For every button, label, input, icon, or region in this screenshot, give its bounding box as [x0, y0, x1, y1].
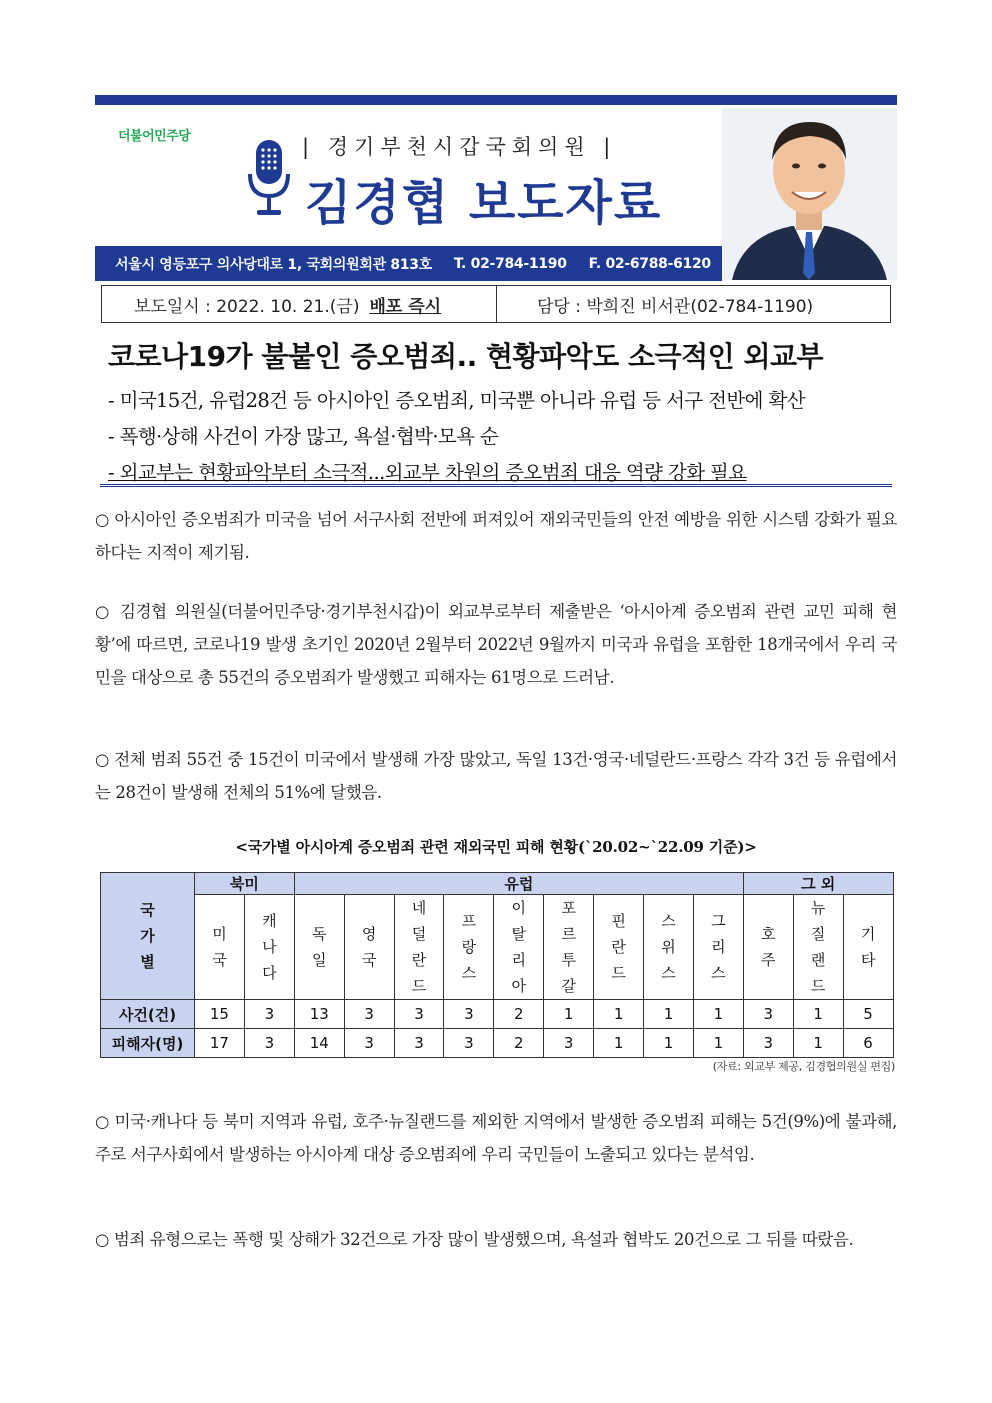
- subheading: - 폭행·상해 사건이 가장 많고, 욕설·협박·모욕 순: [108, 425, 499, 448]
- release-info-box: [101, 285, 891, 323]
- table-cell: 6: [843, 1029, 893, 1058]
- victim-stats-table: [100, 872, 894, 1058]
- header-subtitle: | 경기부천시갑국회의원 |: [302, 135, 617, 159]
- table-source-note: (자료: 외교부 제공, 김경협의원실 편집): [712, 1060, 895, 1073]
- table-cell: 3: [344, 1000, 394, 1029]
- body-paragraph: ○ 미국·캐나다 등 북미 지역과 유럽, 호주·뉴질랜드를 제외한 지역에서 발생한 증오범죄 피해는 5건(9%)에 불과해, 주로 서구사회에서 발생하는 아시아계 대상 증오범죄에 우리 국민들이 노출되고 있다는 분석임.: [95, 1112, 897, 1164]
- table-cell: 1: [793, 1029, 843, 1058]
- table-cell: 3: [344, 1029, 394, 1058]
- table-cell: 3: [743, 1000, 793, 1029]
- country-header: 영국: [344, 895, 394, 1000]
- country-header: 뉴질랜드: [793, 895, 843, 1000]
- row-label: 사건(건): [101, 1000, 195, 1029]
- country-header: 캐나다: [244, 895, 294, 1000]
- table-cell: 5: [843, 1000, 893, 1029]
- table-cell: 17: [195, 1029, 245, 1058]
- country-header: 핀란드: [594, 895, 644, 1000]
- country-header: 프랑스: [444, 895, 494, 1000]
- body-paragraph: ○ 전체 범죄 55건 중 15건이 미국에서 발생해 가장 많았고, 독일 13건·영국·네덜란드·프랑스 각각 3건 등 유럽에서는 28건이 발생해 전체의 51%에 달했음.: [95, 750, 897, 802]
- body-paragraph: ○ 범죄 유형으로는 폭행 및 상해가 32건으로 가장 많이 발생했으며, 욕설과 협박도 20건으로 그 뒤를 따랐음.: [95, 1230, 854, 1249]
- country-header: 독일: [294, 895, 344, 1000]
- table-cell: 3: [444, 1029, 494, 1058]
- table-cell: 1: [793, 1000, 843, 1029]
- table-cell: 3: [743, 1029, 793, 1058]
- party-logo: 더불어민주당: [118, 129, 191, 144]
- group-header-north-america: 북미: [195, 873, 295, 895]
- body-paragraph: ○ 김경협 의원실(더불어민주당·경기부천시갑)이 외교부로부터 제출받은 ‘아시아계 증오범죄 관련 교민 피해 현황’에 따르면, 코로나19 발생 초기인 2020년 2월부터 2022년 9월까지 미국과 유럽을 포함한 18개국에서 우리 국민을 대상으로 총 55건의 증오범죄가 발생했고 피해자는 61명으로 드러남.: [95, 602, 897, 687]
- country-header: 호주: [743, 895, 793, 1000]
- table-corner-header: 국가별: [101, 873, 195, 1000]
- table-caption: <국가별 아시아계 증오범죄 관련 재외국민 피해 현황(`20.02~`22.09 기준)>: [235, 838, 757, 856]
- body-paragraph: ○ 아시아인 증오범죄가 미국을 넘어 서구사회 전반에 퍼져있어 재외국민들의 안전 예방을 위한 시스템 강화가 필요하다는 지적이 제기됨.: [95, 510, 897, 562]
- table-cell: 3: [394, 1029, 444, 1058]
- table-cell: 2: [494, 1029, 544, 1058]
- subheading: - 외교부는 현황파악부터 소극적...외교부 차원의 증오범죄 대응 역량 강화 필요: [108, 461, 747, 484]
- subheading: - 미국15건, 유럽28건 등 아시아인 증오범죄, 미국뿐 아니라 유럽 등 서구 전반에 확산: [108, 389, 805, 412]
- section-divider: [100, 484, 892, 489]
- table-cell: 1: [644, 1029, 694, 1058]
- contact-info: 담당 : 박희진 비서관(02-784-1190): [537, 296, 814, 317]
- country-header: 포르투갈: [544, 895, 594, 1000]
- table-cell: 15: [195, 1000, 245, 1029]
- table-cell: 14: [294, 1029, 344, 1058]
- table-cell: 3: [244, 1000, 294, 1029]
- country-header: 스위스: [644, 895, 694, 1000]
- office-phone: T. 02-784-1190: [453, 255, 567, 272]
- address-bar: [95, 246, 722, 281]
- office-address: 서울시 영등포구 의사당대로 1, 국회의원회관 813호: [115, 256, 432, 273]
- row-label: 피해자(명): [101, 1029, 195, 1058]
- press-release-title: 김경협 보도자료: [305, 175, 663, 231]
- portrait-photo: [722, 108, 897, 280]
- table-cell: 1: [594, 1029, 644, 1058]
- office-fax: F. 02-6788-6120: [588, 255, 711, 272]
- group-header-europe: 유럽: [294, 873, 743, 895]
- microphone-icon: [247, 138, 291, 220]
- headline: 코로나19가 불붙인 증오범죄.. 현황파악도 소극적인 외교부: [108, 340, 824, 373]
- table-cell: 1: [693, 1029, 743, 1058]
- country-header: 기타: [843, 895, 893, 1000]
- table-cell: 1: [644, 1000, 694, 1029]
- release-date: 보도일시 : 2022. 10. 21.(금): [134, 296, 360, 317]
- table-cell: 1: [544, 1000, 594, 1029]
- table-cell: 1: [594, 1000, 644, 1029]
- table-cell: 1: [693, 1000, 743, 1029]
- table-cell: 3: [444, 1000, 494, 1029]
- country-header: 그리스: [693, 895, 743, 1000]
- table-cell: 2: [494, 1000, 544, 1029]
- table-cell: 13: [294, 1000, 344, 1029]
- country-header: 네덜란드: [394, 895, 444, 1000]
- top-accent-bar: [95, 95, 897, 105]
- table-cell: 3: [394, 1000, 444, 1029]
- group-header-others: 그 외: [743, 873, 893, 895]
- distribution-status: 배포 즉시: [369, 296, 442, 317]
- table-cell: 3: [544, 1029, 594, 1058]
- table-cell: 3: [244, 1029, 294, 1058]
- country-header: 미국: [195, 895, 245, 1000]
- country-header: 이탈리아: [494, 895, 544, 1000]
